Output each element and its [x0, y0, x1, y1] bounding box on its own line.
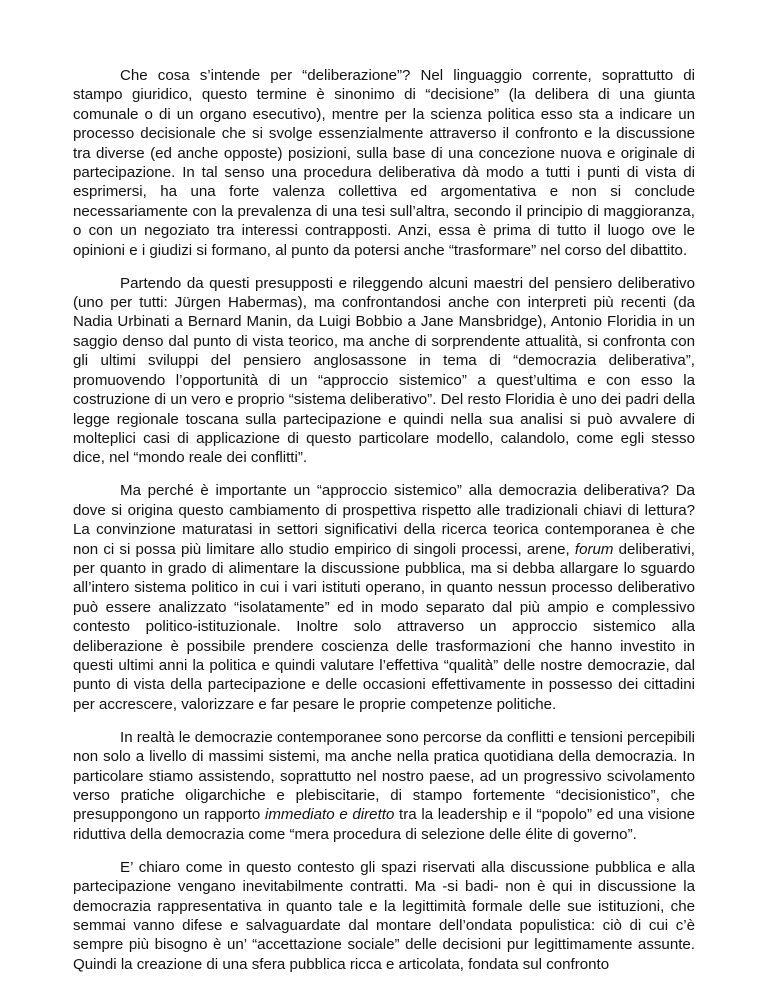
paragraph-1 — [73, 66, 695, 260]
paragraph-3-text-b: deliberativi, per quanto in grado di alimentare la discussione pubblica, ma si debba allargare lo sguardo all’intero sistema politico in cui i vari istituti operano, in quanto nessun processo deliberativo può essere analizzato “isolatamente” ed in modo separato dal più ampio e complessivo contesto politico-istituzionale. Inoltre solo attraverso un approccio sistemico alla deliberazione è possibile prendere coscienza delle trasformazioni che hanno investito in questi ultimi anni la politica e quindi valutare l’effettiva “qualità” delle nostre democrazie, dal punto di vista della partecipazione e delle occasioni effettivamente in possesso dei cittadini per accrescere, valorizzare e far pesare le proprie competenze politiche. — [73, 540, 695, 713]
paragraph-3-text-a: Ma perché è importante un “approccio sistemico” alla democrazia deliberativa? Da dove si origina questo cambiamento di prospettiva rispetto alle tradizionali chiavi di lettura? La convinzione maturatasi in settori significativi della ricerca teorica contemporanea è che non ci si possa più limitare allo studio empirico di singoli processi, arene, — [73, 482, 695, 558]
paragraph-3-italic-forum: forum — [574, 540, 614, 558]
paragraph-2 — [73, 274, 695, 468]
paragraph-1-text: Che cosa s’intende per “deliberazione”? Nel linguaggio corrente, soprattutto di stampo giuridico, questo termine è sinonimo di “decisione” (la delibera di una giunta comunale o di un organo esecutivo), mentre per la scienza politica esso sta a indicare un processo decisionale che si svolge essenzialmente attraverso il confronto e la discussione tra diverse (ed anche opposte) posizioni, sulla base di una concezione nuova e originale di partecipazione. In tal senso una procedura deliberativa dà modo a tutti i punti di vista di esprimersi, ha una forte valenza collettiva ed argomentativa e non si conclude necessariamente con la prevalenza di una tesi sull’altra, secondo il principio di maggioranza, o con un negoziato tra interessi contrapposti. Anzi, essa è prima di tutto il luogo ove le opinioni e i giudizi si formano, al punto da potersi anche “trasformare” nel corso del dibattito. — [73, 67, 695, 259]
paragraph-5 — [73, 858, 695, 974]
paragraph-3 — [73, 481, 695, 714]
paragraph-2-text: Partendo da questi presupposti e rileggendo alcuni maestri del pensiero deliberativo (uno per tutti: Jürgen Habermas), ma confrontandosi anche con interpreti più recenti (da Nadia Urbinati a Bernard Manin, da Luigi Bobbio a Jane Mansbridge), Antonio Floridia in un saggio denso dal punto di vista teorico, ma anche di sorprendente attualità, si confronta con gli ultimi sviluppi del pensiero anglosassone in tema di “democrazia deliberativa”, promuovendo l’opportunità di un “approccio sistemico” a quest’ultima e con esso la costruzione di un vero e proprio “sistema deliberativo”. Del resto Floridia è uno dei padri della legge regionale toscana sulla partecipazione e quindi nella sua analisi si può avvalere di molteplici casi di applicazione di questo particolare modello, calandolo, come egli stesso dice, nel “mondo reale dei conflitti”. — [73, 274, 695, 467]
paragraph-4 — [73, 728, 695, 844]
document-page — [73, 66, 695, 988]
paragraph-4-text-b: tra la leadership e il “popolo” ed una visione riduttiva della democrazia come “mera procedura di selezione delle élite di governo”. — [73, 806, 696, 843]
paragraph-5-text: E’ chiaro come in questo contesto gli spazi riservati alla discussione pubblica e alla partecipazione vengano inevitabilmente contratti. Ma -si badi- non è qui in discussione la democrazia rappresentativa in quanto tale e la legittimità formale delle sue istituzioni, che semmai vanno difese e salvaguardate dal montare dell’ondata populistica: ciò di cui c’è sempre più bisogno è un’ “accettazione sociale” delle decisioni pur legittimamente assunte. Quindi la creazione di una sfera pubblica ricca e articolata, fondata sul confronto — [73, 858, 695, 973]
paragraph-4-italic-phrase: immediato e diretto — [265, 806, 395, 824]
paragraph-4-text-a: In realtà le democrazie contemporanee sono percorse da conflitti e tensioni percepibili non solo a livello di massimi sistemi, ma anche nella pratica quotidiana della democrazia. In particolare stiamo assistendo, soprattutto nel nostro paese, ad un progressivo scivolamento verso pratiche oligarchiche e plebiscitarie, di stampo fortemente “decisionistico”, che presuppongono un rapporto — [73, 728, 695, 824]
